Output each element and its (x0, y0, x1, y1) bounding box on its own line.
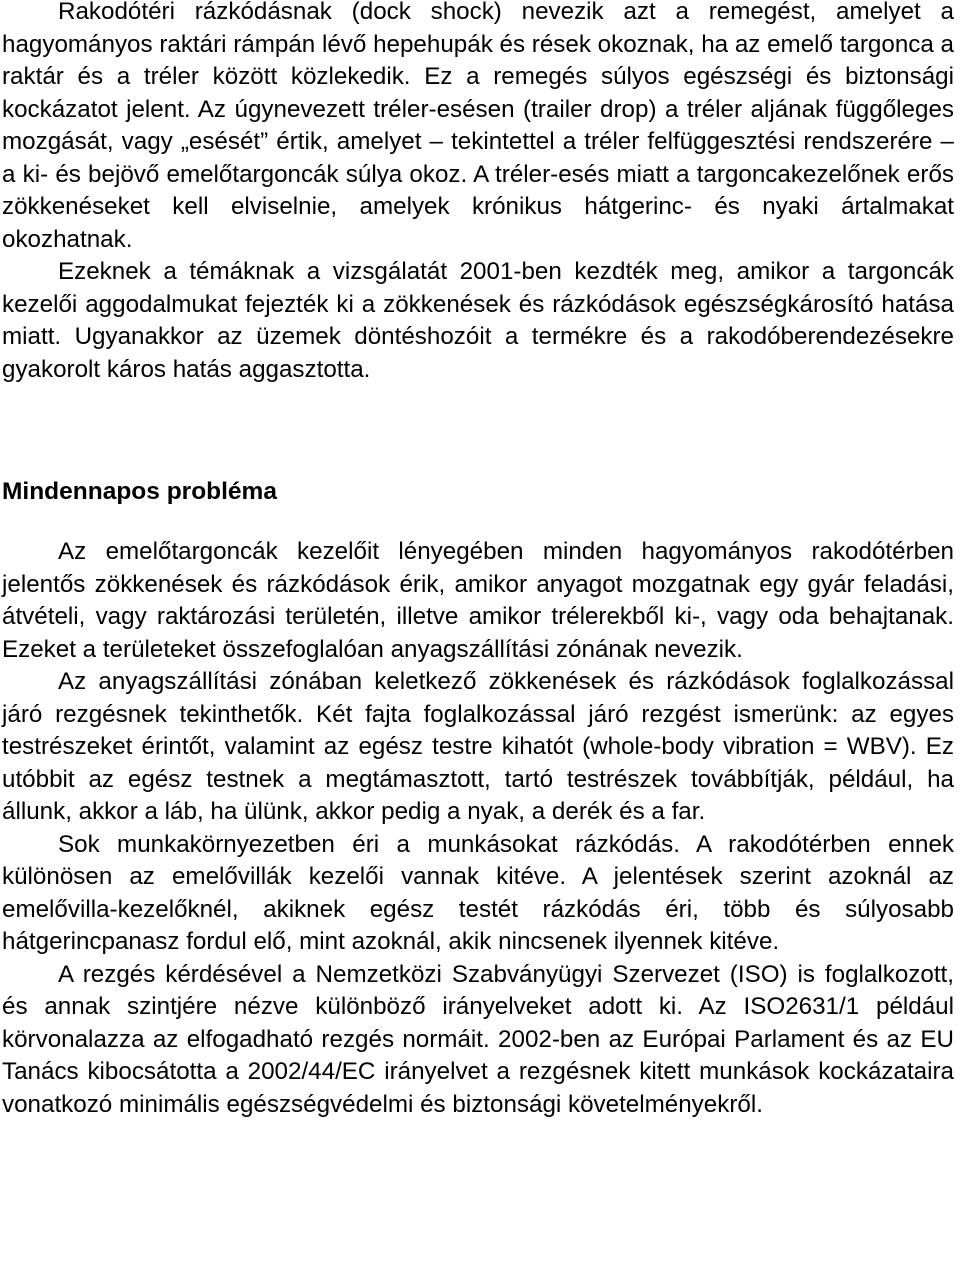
intro-section (2, 0, 954, 386)
section-heading-wrapper (2, 476, 954, 509)
body-paragraph-3: Sok munkakörnyezetben éri a munkásokat rázkódás. A rakodótérben ennek különösen az emelővillák kezelői vannak kitéve. A jelentések szerint azoknál az emelővilla-kezelőknél, akiknek egész testét rázkódás éri, több és súlyosabb hátgerincpanasz fordul elő, mint azoknál, akik nincsenek ilyennek kitéve. (2, 830, 954, 955)
body-paragraph-4: A rezgés kérdésével a Nemzetközi Szabványügyi Szervezet (ISO) is foglalkozott, és annak szintjére nézve különböző irányelveket adott ki. Az ISO2631/1 például körvonalazza az elfogadható rezgés normáit. 2002-ben az Európai Parlament és az EU Tanács kibocsátotta a 2002/44/EC irányelvet a rezgésnek kitett munkások kockázataira vonatkozó minimális egészségvédelmi és biztonsági követelményekről. (2, 960, 954, 1118)
body-paragraph-1: Az emelőtargoncák kezelőit lényegében minden hagyományos rakodótérben jelentős zökkenések és rázkódások érik, amikor anyagot mozgatnak egy gyár feladási, átvételi, vagy raktározási területén, illetve amikor trélerekből ki-, vagy oda behajtanak. Ezeket a területeket összefoglalóan anyagszállítási zónának nevezik. (2, 538, 954, 663)
intro-paragraph-1: Rakodótéri rázkódásnak (dock shock) nevezik azt a remegést, amelyet a hagyományos raktári rámpán lévő hepehupák és rések okoznak, ha az emelő targonca a raktár és a tréler között közlekedik. Ez a remegés súlyos egészségi és biztonsági kockázatot jelent. Az úgynevezett tréler-esésen (trailer drop) a tréler aljának függőleges mozgását, vagy „esését” értik, amelyet – tekintettel a tréler felfüggesztési rendszerére – a ki- és bejövő emelőtargoncák súlya okoz. A tréler-esés miatt a targoncakezelőnek erős zökkenéseket kell elviselnie, amelyek krónikus hátgerinc- és nyaki ártalmakat okozhatnak. (2, 0, 954, 253)
intro-paragraph-2: Ezeknek a témáknak a vizsgálatát 2001-ben kezdték meg, amikor a targoncák kezelői aggodalmukat fejezték ki a zökkenések és rázkódások egészségkárosító hatása miatt. Ugyanakkor az üzemek döntéshozóit a termékre és a rakodóberendezésekre gyakorolt káros hatás aggasztotta. (2, 258, 954, 383)
section-heading: Mindennapos probléma (2, 478, 277, 505)
section-body (2, 536, 954, 1121)
body-paragraph-2: Az anyagszállítási zónában keletkező zökkenések és rázkódások foglalkozással járó rezgésnek tekinthetők. Két fajta foglalkozással járó rezgést ismerünk: az egyes testrészeket érintőt, valamint az egész testre kihatót (whole-body vibration = WBV). Ez utóbbit az egész testnek a megtámasztott, tartó testrészek továbbítják, például, ha állunk, akkor a láb, ha ülünk, akkor pedig a nyak, a derék és a far. (2, 668, 954, 825)
